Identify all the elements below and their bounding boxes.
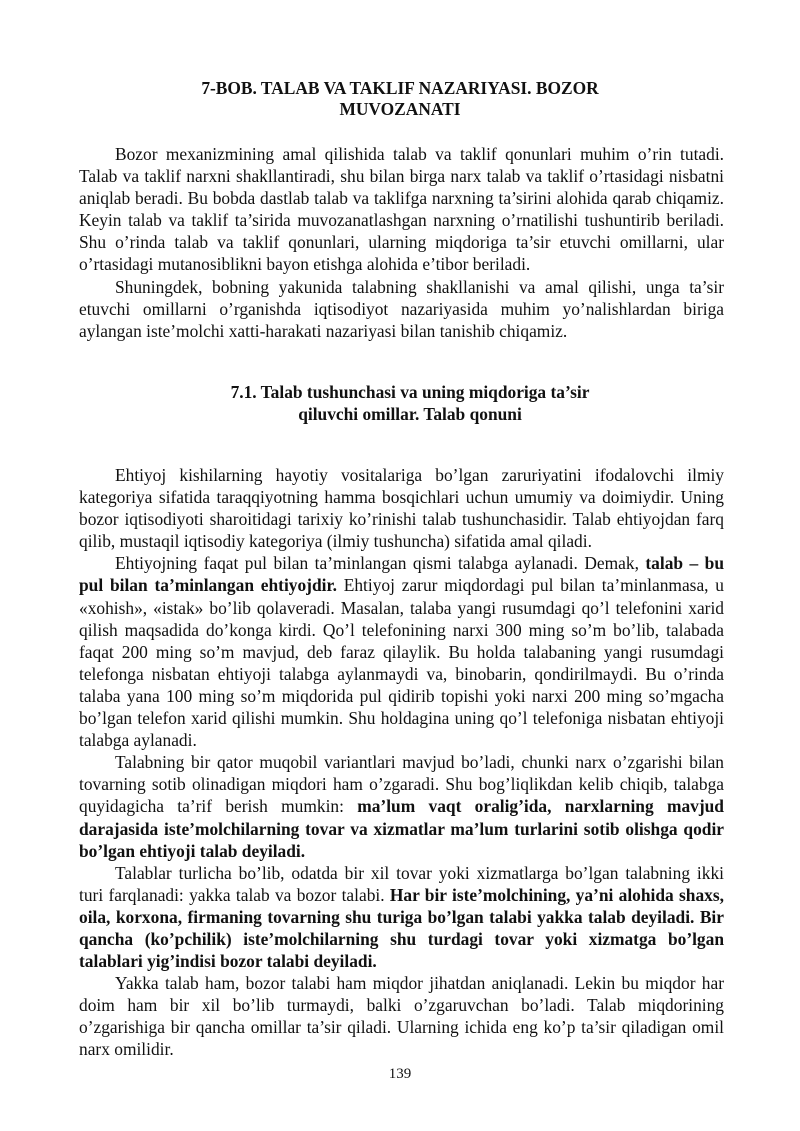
section-paragraph-2	[79, 552, 724, 751]
section-paragraph-4	[79, 862, 724, 972]
paragraph-4-text-a: Talablar turlicha bo’lib, odatda bir xil tovar yoki xizmatlarga bo’lgan talabning ikki turi farqlanadi: yakka talab va bozor talabi.	[79, 862, 724, 905]
paragraph-2-text-c: Ehtiyoj zarur miqdordagi pul bilan ta’minlanmasa, u «xohish», «istak» bo’lib qolaveradi. Masalan, talaba yangi rusumdagi qo’l telefonini xarid qilish maqsadida do’konga kirdi. Qo’l telefonining narxi 300 ming so’m bo’lib, talabada faqat 200 ming so’m mavjud, deb faraz qilaylik. Bu holda talabaning yangi rusumdagi telefonga nisbatan ehtiyoji talabga aylanmaydi va, binobarin, qondirilmaydi. Bu o’rinda talaba yana 100 ming so’m miqdorida pul qidirib topishi yoki narxi 200 ming so’mgacha bo’lgan telefon xarid qilishi mumkin. Shu holdagina uning qo’l telefoniga nisbatan ehtiyoji talabga aylanadi.	[79, 575, 724, 751]
section-paragraph-1: Ehtiyoj kishilarning hayotiy vositalariga bo’lgan zaruriyatini ifodalovchi ilmiy kategoriya sifatida taraqqiyotning hamma bosqichlari uchun umumiy va doimiydir. Uning bozor iqtisodiyoti sharoitidagi tarixiy ko’rinishi talab tushunchasidir. Talab ehtiyojdan farq qilib, mustaqil iqtisodiy kategoriya (ilmiy tushuncha) sifatida amal qiladi.	[79, 465, 724, 552]
section-paragraph-3	[79, 751, 724, 861]
page-number: 139	[388, 1066, 412, 1082]
paragraph-3-text-a: Talabning bir qator muqobil variantlari mavjud bo’ladi, chunki narx o’zgarishi bilan tovarning sotib olinadigan miqdori ham o’zgaradi. Shu bog’liqlikdan kelib chiqib, talabga quyidagicha ta’rif berish mumkin:	[79, 752, 724, 817]
section-title-line-1: 7.1. Talab tushunchasi va uning miqdoriga ta’sir	[230, 382, 590, 402]
demand-formal-definition-bold: ma’lum vaqt oralig’ida, narxlarning mavjud darajasida iste’molchilarning tovar va xizmatlar ma’lum turlarini sotib olishga qodir bo’lgan ehtiyoji talab deyiladi.	[79, 796, 724, 861]
section-text	[79, 464, 724, 1061]
section-title-line-2: qiluvchi omillar. Talab qonuni	[298, 404, 522, 424]
section-paragraph-5: Yakka talab ham, bozor talabi ham miqdor jihatdan aniqlanadi. Lekin bu miqdor har doim ham bir xil bo’lib turmaydi, balki o’zgaruvchan bo’ladi. Talab miqdorining o’zgarishiga bir qancha omillar ta’sir qiladi. Ularning ichida eng ko’p ta’sir qiladigan omil narx omilidir.	[79, 973, 724, 1060]
intro-paragraph-2: Shuningdek, bobning yakunida talabning shakllanishi va amal qilishi, unga ta’sir etuvchi omillarni o’rganishda iqtisodiyot nazariyasida muhim yo’nalishlardan biriga aylangan iste’molchi xatti-harakati nazariyasi bilan tanishib chiqamiz.	[79, 276, 724, 341]
paragraph-2-text-a: Ehtiyojning faqat pul bilan ta’minlangan qismi talabga aylanadi. Demak,	[115, 553, 646, 574]
chapter-title-line-2: MUVOZANATI	[339, 99, 461, 119]
demand-definition-bold: talab – bu pul bilan ta’minlangan ehtiyojdir.	[79, 553, 725, 596]
individual-market-demand-bold: Har bir iste’molchining, ya’ni alohida shaxs, oila, korxona, firmaning tovarning shu turiga bo’lgan talabi yakka talab deyiladi. Bir qancha (ko’pchilik) iste’molchilarning shu turdagi tovar yoki xizmatga bo’lgan talablari yig’indisi bozor talabi deyiladi.	[79, 884, 724, 972]
chapter-title-line-1: 7-BOB. TALAB VA TAKLIF NAZARIYASI. BOZOR	[201, 78, 599, 98]
chapter-title	[150, 78, 650, 120]
intro-paragraph-1: Bozor mexanizmining amal qilishida talab va taklif qonunlari muhim o’rin tutadi. Talab va taklif narxni shakllantiradi, shu bilan birga narx talab va taklif o’rtasidagi nisbatni aniqlab beradi. Bu bobda dastlab talab va taklifga narxning ta’sirini alohida qarab chiqamiz. Keyin talab va taklif ta’sirida muvozanatlashgan narxning o’rnatilishi tushuntirib beriladi. Shu o’rinda talab va taklif qonunlari, ularning miqdoriga ta’sir etuvchi omillarni, ular o’rtasidagi mutanosiblikni bayon etishga alohida e’tibor beriladi.	[79, 144, 724, 275]
section-title	[200, 381, 620, 425]
intro-text	[79, 143, 724, 342]
